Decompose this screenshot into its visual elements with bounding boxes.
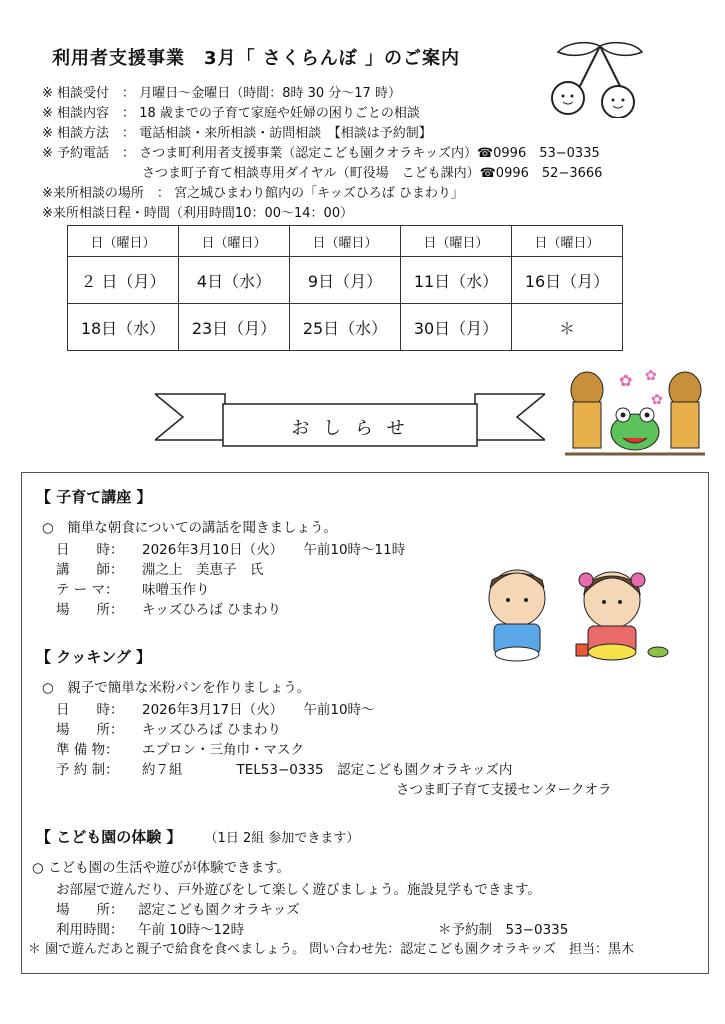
kosodate-row: 講 師： 淵之上 美恵子 氏 [56, 562, 264, 578]
info-line-7: ※来所相談日程・時間（利用時間10：00〜14：00） [42, 206, 354, 221]
schedule-row [68, 304, 623, 351]
schedule-cell: 25日（水） [290, 304, 401, 351]
cooking-row: 予 約 制： 約７組 TEL53−0335 認定こども園クオラキッズ内 [56, 762, 513, 778]
schedule-cell: 30日（月） [401, 304, 512, 351]
taiken-footer: ＊ 園で遊んだあと親子で給食を食べましょう。 問い合わせ先：認定こども園クオラキッズ 担当：黒木 [28, 942, 635, 957]
info-line-1: ※ 相談受付 ： 月曜日〜金曜日（時間：8時 30 分〜17 時） [42, 86, 401, 101]
taiken-note: （1日 2組 参加できます） [204, 831, 360, 846]
schedule-cell: ＊ [512, 304, 623, 351]
cooking-row: 準 備 物： エプロン・三角巾・マスク [56, 742, 304, 758]
schedule-cell: ２ 日（月） [68, 257, 179, 304]
cooking-extra: さつま町子育て支援センタークオラ [396, 782, 612, 798]
kosodate-row: テ ー マ： 味噌玉作り [56, 582, 210, 598]
schedule-header-cell: 日（曜日） [401, 226, 512, 257]
svg-text:✿: ✿ [651, 392, 663, 408]
taiken-line-2: お部屋で遊んだり、戸外遊びをして楽しく遊びましょう。施設見学もできます。 [56, 882, 541, 898]
taiken-time: 利用時間： 午前 10時〜12時 [56, 922, 245, 938]
schedule-cell: 23日（月） [179, 304, 290, 351]
schedule-header-cell: 日（曜日） [179, 226, 290, 257]
info-line-3: ※ 相談方法 ： 電話相談・来所相談・訪問相談 【相談は予約制】 [42, 126, 432, 141]
info-line-5: さつま町子育て相談専用ダイヤル（町役場 こども課内）☎0996 52−3666 [142, 166, 603, 181]
schedule-cell: 18日（水） [68, 304, 179, 351]
taiken-place: 場 所： 認定こども園クオラキッズ [56, 902, 300, 918]
info-line-6: ※来所相談の場所 ： 宮之城ひまわり館内の「キッズひろば ひまわり」 [42, 186, 464, 201]
cooking-row: 日 時： 2026年3月17日（火） 午前10時〜 [56, 702, 375, 718]
schedule-cell: 11日（水） [401, 257, 512, 304]
kosodate-row: 日 時： 2026年3月10日（火） 午前10時〜11時 [56, 542, 406, 558]
info-line-4: ※ 予約電話 ： さつま町利用者支援事業（認定こども園クオラキッズ内）☎0996 53−0335 [42, 146, 600, 161]
section-title-cooking: 【 クッキング 】 [36, 648, 151, 666]
taiken-line-1: ○ こども園の生活や遊びが体験できます。 [32, 860, 290, 876]
taiken-reserve: ＊予約制 53−0335 [438, 922, 569, 938]
cooking-intro: ○ 親子で簡単な米粉パンを作りましょう。 [42, 680, 311, 696]
banner-text: お し ら せ [291, 418, 409, 439]
section-title-taiken: 【 こども園の体験 】 [36, 828, 182, 846]
frog-illustration [565, 360, 705, 460]
schedule-row [68, 257, 623, 304]
schedule-cell: 4日（水） [179, 257, 290, 304]
schedule-header-cell: 日（曜日） [68, 226, 179, 257]
svg-text:✿: ✿ [645, 368, 657, 384]
page-title: 利用者支援事業 3月「 さくらんぼ 」のご案内 [52, 48, 461, 69]
cherry-illustration [538, 38, 658, 118]
kosodate-intro: ○ 簡単な朝食についての講話を聞きましょう。 [42, 520, 338, 536]
info-line-2: ※ 相談内容 ： 18 歳までの子育て家庭や妊婦の困りごとの相談 [42, 106, 420, 121]
schedule-table [67, 225, 623, 351]
kosodate-row: 場 所： キッズひろば ひまわり [56, 602, 282, 618]
svg-text:✿: ✿ [619, 371, 633, 390]
schedule-header-cell: 日（曜日） [290, 226, 401, 257]
section-title-taiken-line [36, 826, 359, 847]
cooking-row: 場 所： キッズひろば ひまわり [56, 722, 282, 738]
schedule-cell: 9日（月） [290, 257, 401, 304]
schedule-header-cell: 日（曜日） [512, 226, 623, 257]
schedule-cell: 16日（月） [512, 257, 623, 304]
kids-eating-illustration [462, 558, 672, 668]
schedule-header-row [68, 226, 623, 257]
section-title-kosodate: 【 子育て講座 】 [36, 488, 152, 506]
